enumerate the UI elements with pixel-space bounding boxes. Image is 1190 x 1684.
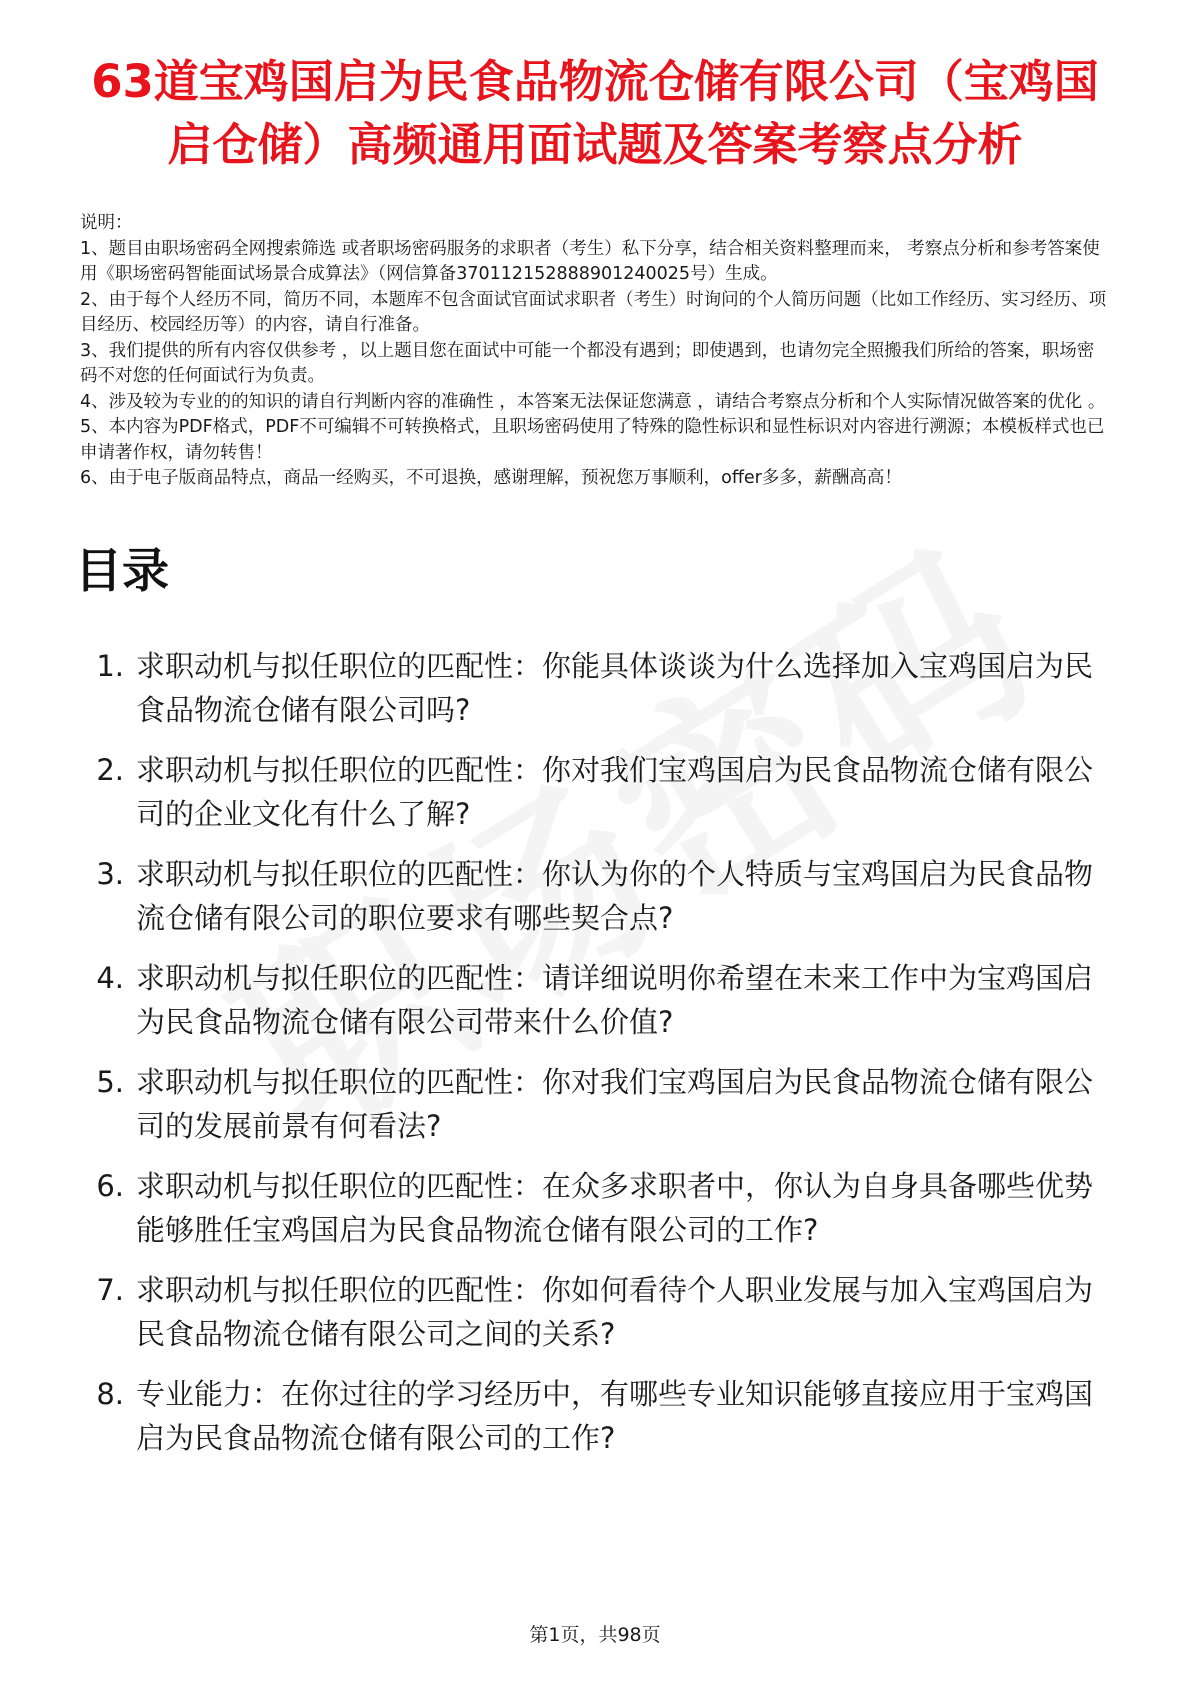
note-item: 1、题目由职场密码全网搜索筛选 或者职场密码服务的求职者（考生）私下分享，结合相关资料整理而来， 考察点分析和参考答案使用《职场密码智能面试场景合成算法》（网信算备370112152888901240025号）生成。 — [80, 238, 1100, 284]
toc-item[interactable] — [80, 1164, 1110, 1252]
note-item: 5、本内容为PDF格式，PDF不可编辑不可转换格式，且职场密码使用了特殊的隐性标识和显性标识对内容进行溯源；本模板样式也已申请著作权，请勿转售！ — [80, 417, 1105, 463]
note-item: 3、我们提供的所有内容仅供参考 ，以上题目您在面试中可能一个都没有遇到；即使遇到，也请勿完全照搬我们所给的答案，职场密码不对您的任何面试行为负责。 — [80, 340, 1095, 386]
toc-item-number: 1. — [96, 648, 124, 683]
toc-item[interactable] — [80, 1372, 1110, 1460]
toc-item-number: 2. — [96, 752, 124, 787]
toc-item-number: 6. — [96, 1168, 124, 1203]
toc-item[interactable] — [80, 644, 1110, 732]
toc-heading: 目录 — [75, 543, 169, 599]
toc-item[interactable] — [80, 1268, 1110, 1356]
toc-item-text[interactable]: 求职动机与拟任职位的匹配性：在众多求职者中，你认为自身具备哪些优势能够胜任宝鸡国启为民食品物流仓储有限公司的工作? — [136, 1168, 1094, 1247]
toc-item-text[interactable]: 求职动机与拟任职位的匹配性：你对我们宝鸡国启为民食品物流仓储有限公司的企业文化有什么了解? — [136, 752, 1094, 831]
toc-item-text[interactable]: 求职动机与拟任职位的匹配性：你能具体谈谈为什么选择加入宝鸡国启为民食品物流仓储有限公司吗? — [136, 648, 1094, 727]
toc-item-number: 4. — [96, 960, 124, 995]
toc-item[interactable] — [80, 748, 1110, 836]
toc-item-text[interactable]: 专业能力：在你过往的学习经历中，有哪些专业知识能够直接应用于宝鸡国启为民食品物流仓储有限公司的工作? — [136, 1376, 1094, 1455]
toc-item-number: 5. — [96, 1064, 124, 1099]
toc-item-text[interactable]: 求职动机与拟任职位的匹配性：你认为你的个人特质与宝鸡国启为民食品物流仓储有限公司的职位要求有哪些契合点? — [136, 856, 1094, 935]
document-title: 63道宝鸡国启为民食品物流仓储有限公司（宝鸡国启仓储）高频通用面试题及答案考察点分析 — [91, 55, 1099, 171]
notes-section — [80, 211, 1110, 492]
toc-item-text[interactable]: 求职动机与拟任职位的匹配性：你对我们宝鸡国启为民食品物流仓储有限公司的发展前景有何看法? — [136, 1064, 1094, 1143]
note-item: 6、由于电子版商品特点，商品一经购买，不可退换，感谢理解，预祝您万事顺利，offer多多，薪酬高高！ — [80, 468, 902, 488]
page-footer: 第1页，共98页 — [529, 1624, 661, 1646]
toc-item[interactable] — [80, 852, 1110, 940]
toc-item[interactable] — [80, 956, 1110, 1044]
notes-heading: 说明： — [80, 213, 133, 233]
toc-item-number: 7. — [96, 1272, 124, 1307]
toc-item-text[interactable]: 求职动机与拟任职位的匹配性：请详细说明你希望在未来工作中为宝鸡国启为民食品物流仓储有限公司带来什么价值? — [136, 960, 1094, 1039]
toc-item[interactable] — [80, 1060, 1110, 1148]
note-item: 4、涉及较为专业的的知识的请自行判断内容的准确性 ，本答案无法保证您满意 ，请结合考察点分析和个人实际情况做答案的优化 。 — [80, 391, 1106, 412]
toc-list — [80, 644, 1110, 1460]
note-item: 2、由于每个人经历不同，简历不同，本题库不包含面试官面试求职者（考生）时询问的个人简历问题（比如工作经历、实习经历、项目经历、校园经历等）的内容，请自行准备。 — [80, 289, 1107, 335]
toc-item-number: 8. — [96, 1376, 124, 1411]
toc-item-text[interactable]: 求职动机与拟任职位的匹配性：你如何看待个人职业发展与加入宝鸡国启为民食品物流仓储有限公司之间的关系? — [136, 1272, 1094, 1351]
toc-item-number: 3. — [96, 856, 124, 891]
